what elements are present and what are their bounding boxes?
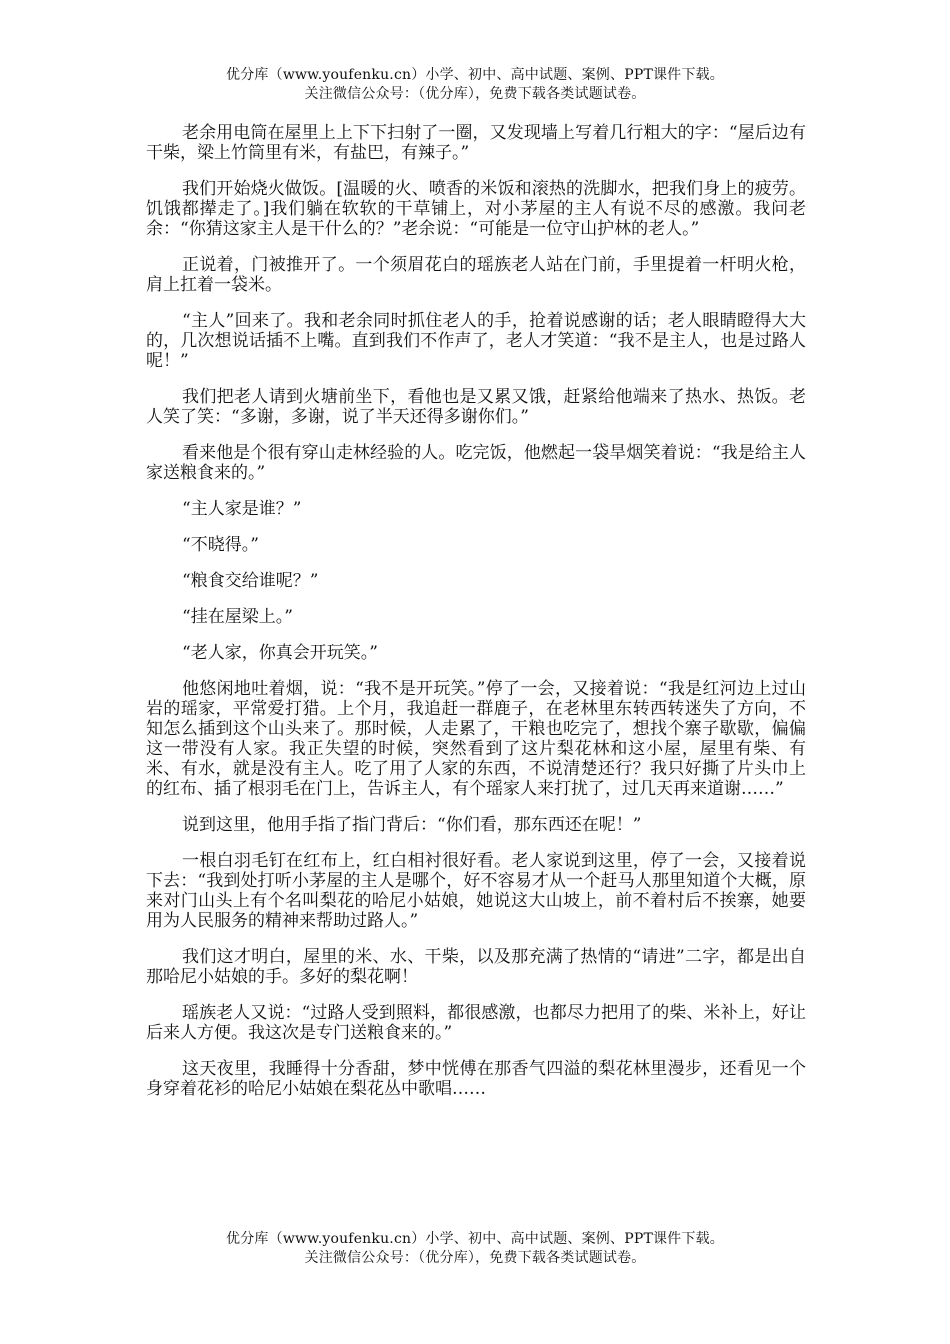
footer-line-1: 优分库（www.youfenku.cn）小学、初中、高中试题、案例、PPT课件下载。 — [226, 1231, 724, 1247]
paragraph-11: 瑶族老人又说：“过路人受到照料，都很感激，也都尽力把用了的柴、米补上，好让后来人方便。我这次是专门送粮食来的。” — [146, 1003, 806, 1043]
paragraph-12: 这天夜里，我睡得十分香甜，梦中恍傅在那香气四溢的梨花林里漫步，还看见一个身穿着花衫的哈尼小姑娘在梨花丛中歌唱…… — [146, 1059, 806, 1099]
paragraph-7: 他悠闲地吐着烟，说：“我不是开玩笑。”停了一会，又接着说：“我是红河边上过山岩的瑶家，平常爱打猎。上个月，我追赶一群鹿子，在老林里东转西转迷失了方向，不知怎么插到这个山头来了。那时候，人走累了，干粮也吃完了，想找个寨子歇歇，偏偏这一带没有人家。我正失望的时候，突然看到了这片梨花林和这小屋，屋里有柴、有米、有水，就是没有主人。吃了用了人家的东西，不说清楚还行？我只好撕了片头巾上的红布、插了根羽毛在门上，告诉主人，有个瑶家人来打扰了，过几天再来道谢……” — [146, 679, 806, 799]
dialogue-line-2: “不晓得。” — [182, 535, 259, 555]
dialogue-line-5: “老人家，你真会开玩笑。” — [182, 643, 378, 663]
article-body — [146, 123, 806, 1115]
page-header — [0, 66, 950, 104]
paragraph-10: 我们这才明白，屋里的米、水、干柴，以及那充满了热情的“请进”二字，都是出自那哈尼小姑娘的手。多好的梨花啊！ — [146, 947, 806, 987]
paragraph-1: 老余用电筒在屋里上上下下扫射了一圈，又发现墙上写着几行粗大的字：“屋后边有干柴，梁上竹筒里有米，有盐巴，有辣子。” — [146, 123, 806, 163]
paragraph-2: 我们开始烧火做饭。[温暖的火、喷香的米饭和滚热的洗脚水，把我们身上的疲劳。饥饿都撵走了。]我们躺在软软的干草铺上，对小茅屋的主人有说不尽的感激。我问老余：“你猜这家主人是干什么的？”老余说：“可能是一位守山护林的老人。” — [146, 179, 806, 239]
paragraph-9: 一根白羽毛钉在红布上，红白相衬很好看。老人家说到这里，停了一会，又接着说下去：“我到处打听小茅屋的主人是哪个，好不容易才从一个赶马人那里知道个大概，原来对门山头上有个名叫梨花的哈尼小姑娘，她说这大山坡上，前不着村后不挨寨，她要用为人民服务的精神来帮助过路人。” — [146, 851, 806, 931]
paragraph-6: 看来他是个很有穿山走林经验的人。吃完饭，他燃起一袋旱烟笑着说：“我是给主人家送粮食来的。” — [146, 443, 806, 483]
paragraph-3: 正说着，门被推开了。一个须眉花白的瑶族老人站在门前，手里提着一杆明火枪，肩上扛着一袋米。 — [146, 255, 806, 295]
dialogue-line-4: “挂在屋梁上。” — [182, 607, 293, 627]
dialogue-line-1: “主人家是谁？” — [182, 499, 302, 519]
paragraph-5: 我们把老人请到火塘前坐下，看他也是又累又饿，赶紧给他端来了热水、热饭。老人笑了笑：“多谢，多谢，说了半天还得多谢你们。” — [146, 387, 806, 427]
paragraph-8: 说到这里，他用手指了指门背后：“你们看，那东西还在呢！” — [182, 815, 642, 835]
header-line-2: 关注微信公众号：（优分库），免费下载各类试题试卷。 — [304, 86, 646, 102]
paragraph-4: “主人”回来了。我和老余同时抓住老人的手，抢着说感谢的话；老人眼睛瞪得大大的，几次想说话插不上嘴。直到我们不作声了，老人才笑道：“我不是主人，也是过路人呢！” — [146, 311, 806, 371]
header-line-1: 优分库（www.youfenku.cn）小学、初中、高中试题、案例、PPT课件下载。 — [226, 67, 724, 83]
footer-line-2: 关注微信公众号：（优分库），免费下载各类试题试卷。 — [304, 1250, 646, 1266]
page-footer — [0, 1230, 950, 1268]
dialogue-line-3: “粮食交给谁呢？” — [182, 571, 319, 591]
